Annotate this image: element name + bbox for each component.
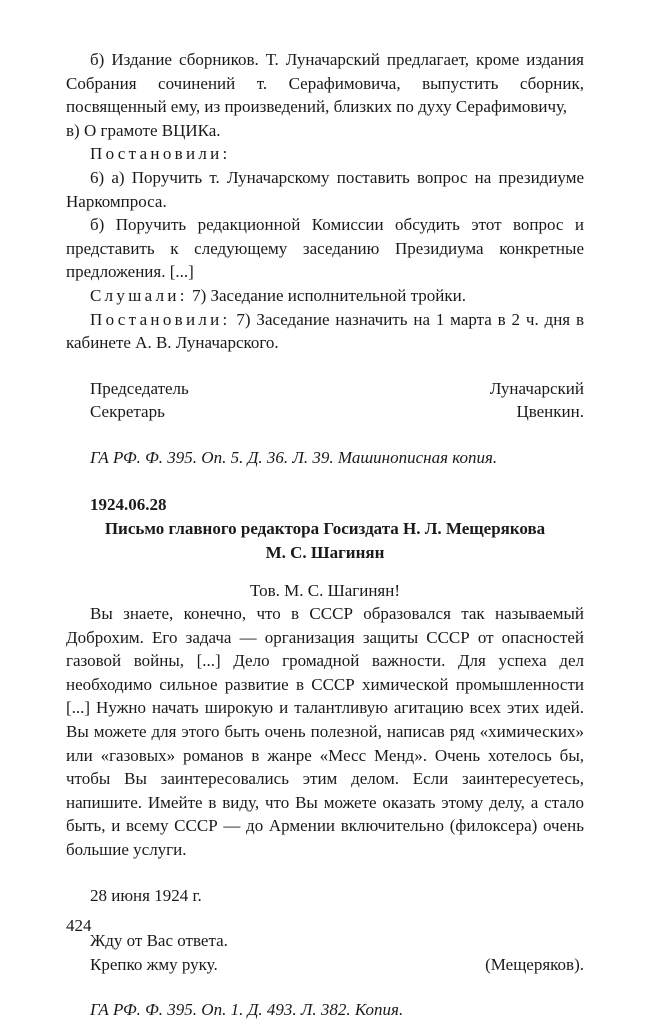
- resolved-label: Постановили:: [90, 144, 231, 164]
- letter-signature: (Мещеряков).: [485, 954, 584, 974]
- protocol-item-b: б) Издание сборников. Т. Луначарский предлагает, кроме издания Собрания сочинений т. Серафимовича, выпустить сборник, посвященный ему, из произведений, близких по духу Серафимовичу,: [66, 50, 584, 117]
- resolved2-label: Постановили:: [90, 309, 231, 329]
- page-number: 424: [66, 916, 92, 935]
- letter-closing-1: Жду от Вас ответа.: [90, 931, 228, 951]
- resolved-item-7: [66, 308, 584, 355]
- archive-source-2: ГА РФ. Ф. 395. Оп. 1. Д. 493. Л. 382. Копия.: [90, 1000, 404, 1020]
- heard-label: Слушали:: [90, 285, 188, 305]
- page-content: [66, 48, 584, 1022]
- resolved2-text: 7) Заседание назначить на 1 марта в 2 ч. дня в кабинете А. В. Луначарского.: [66, 309, 584, 353]
- document-title-line-2: М. С. Шагинян: [265, 542, 385, 562]
- letter-closing-row: [66, 953, 584, 977]
- signature-chairman: [66, 377, 584, 401]
- document-title-line-1: Письмо главного редактора Госиздата Н. Л. Мещерякова: [104, 518, 546, 538]
- heard-item: [66, 284, 584, 308]
- signature-name: Луначарский: [489, 378, 584, 398]
- letter-body: Вы знаете, конечно, что в СССР образовался так называемый Доброхим. Его задача — организация защиты СССР от опасностей газовой войны, [...] Дело громадной важности. Для успеха дел необходимо сильное развитие в СССР химической промышленности [...] Нужно начать широкую и талантливую агитацию всех этих идей. Вы можете для этого быть очень полезной, написав ряд «химических» или «газовых» романов в жанре «Месс Менд». Очень хотелось бы, чтобы Вы заинтересовались этим делом. Если заинтересуетесь, напишите. Имейте в виду, что Вы можете оказать этому делу, а стало быть, и всему СССР — до Армении включительно (филоксера) очень большие услуги.: [66, 604, 584, 860]
- archive-source-1: ГА РФ. Ф. 395. Оп. 5. Д. 36. Л. 39. Машинописная копия.: [90, 447, 498, 467]
- signature-secretary: [66, 400, 584, 424]
- signature-name: Цвенкин.: [516, 402, 584, 422]
- signature-role: Секретарь: [90, 402, 165, 422]
- resolution-a: 6) а) Поручить т. Луначарскому поставить вопрос на президиуме Наркомпроса.: [66, 167, 584, 211]
- resolution-b: б) Поручить редакционной Комиссии обсудить этот вопрос и представить к следующему заседанию Президиума конкретные предложения. [...]: [66, 215, 584, 282]
- protocol-item-v: в) О грамоте ВЦИКа.: [66, 120, 221, 140]
- heard-text: 7) Заседание исполнительной тройки.: [187, 285, 466, 305]
- signature-role: Председатель: [90, 378, 189, 398]
- letter-date: 28 июня 1924 г.: [90, 885, 202, 905]
- document-date-heading: 1924.06.28: [90, 494, 167, 514]
- letter-salutation: Тов. М. С. Шагинян!: [249, 580, 401, 600]
- letter-closing-2: Крепко жму руку.: [90, 954, 218, 974]
